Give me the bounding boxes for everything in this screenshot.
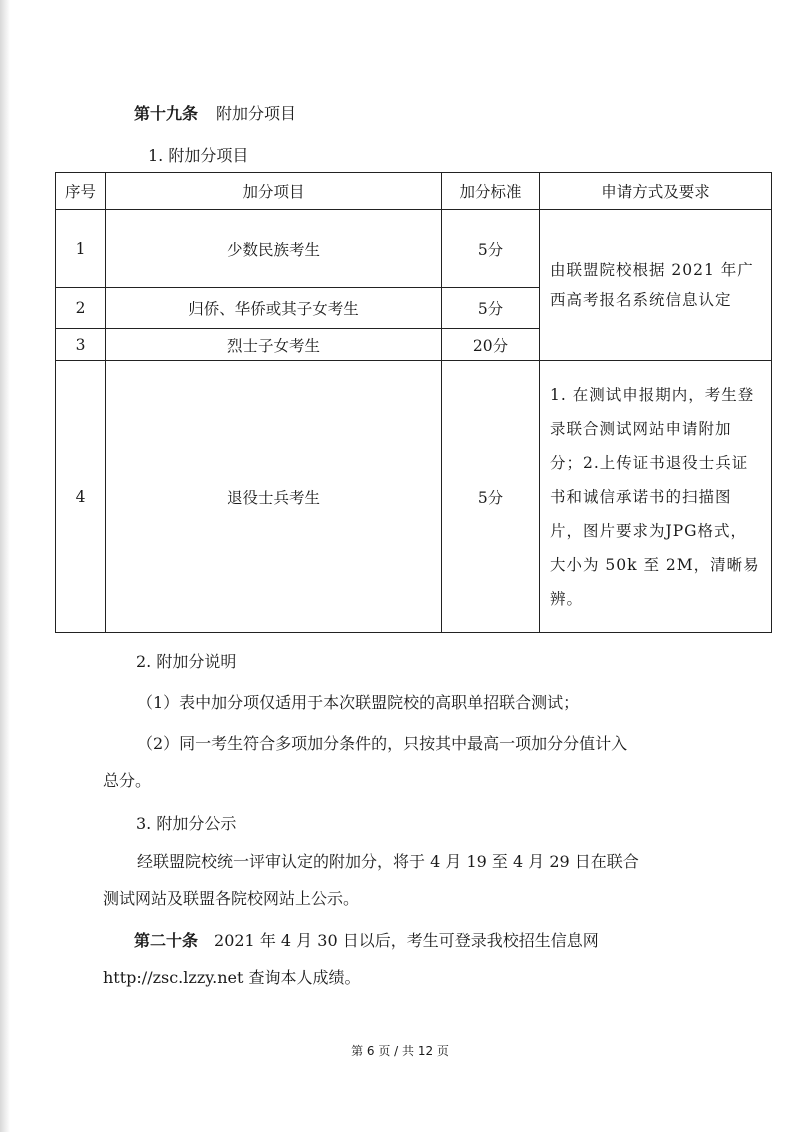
row-no: 3 xyxy=(56,329,106,361)
row-no: 4 xyxy=(56,361,106,633)
row-score: 5分 xyxy=(442,288,540,329)
table-row xyxy=(56,361,772,633)
row-score: 5分 xyxy=(442,210,540,288)
scan-edge xyxy=(0,0,10,1132)
article-20-paragraph xyxy=(134,931,599,951)
article-label: 第二十条 xyxy=(134,931,199,950)
bonus-points-table xyxy=(55,172,772,633)
header-requirement: 申请方式及要求 xyxy=(540,173,772,210)
row-score: 5分 xyxy=(442,361,540,633)
header-no: 序号 xyxy=(56,173,106,210)
note-1: （1）表中加分项仅适用于本次联盟院校的高职单招联合测试； xyxy=(137,693,580,712)
article-label: 第十九条 xyxy=(134,104,199,123)
row-no: 1 xyxy=(56,210,106,288)
row-item: 归侨、华侨或其子女考生 xyxy=(106,288,442,329)
article-20-text-continued: http://zsc.lzzy.net 查询本人成绩。 xyxy=(103,968,361,987)
section-2-heading: 2. 附加分说明 xyxy=(136,652,237,671)
header-score: 加分标准 xyxy=(442,173,540,210)
publicity-text: 经联盟院校统一评审认定的附加分，将于 4 月 19 至 4 月 29 日在联合 xyxy=(137,852,639,871)
table-header-row xyxy=(56,173,772,210)
note-2-continued: 总分。 xyxy=(103,771,152,790)
section-1-heading: 1. 附加分项目 xyxy=(148,146,249,165)
requirement-cell-bottom: 1. 在测试申报期内，考生登录联合测试网站申请附加分；2.上传证书退役士兵证书和诚信承诺书的扫描图片，图片要求为JPG格式，大小为 50k 至 2M，清晰易辨。 xyxy=(540,361,772,633)
article-title: 附加分项目 xyxy=(216,104,297,123)
row-item: 少数民族考生 xyxy=(106,210,442,288)
row-no: 2 xyxy=(56,288,106,329)
note-2: （2）同一考生符合多项加分条件的，只按其中最高一项加分分值计入 xyxy=(137,734,628,753)
article-20-text: 2021 年 4 月 30 日以后，考生可登录我校招生信息网 xyxy=(214,931,599,950)
publicity-text-continued: 测试网站及联盟各院校网站上公示。 xyxy=(103,889,360,908)
requirement-cell-top: 由联盟院校根据 2021 年广西高考报名系统信息认定 xyxy=(540,210,772,361)
section-3-heading: 3. 附加分公示 xyxy=(136,814,237,833)
row-score: 20分 xyxy=(442,329,540,361)
table-row xyxy=(56,210,772,288)
row-item: 烈士子女考生 xyxy=(106,329,442,361)
header-item: 加分项目 xyxy=(106,173,442,210)
page-footer: 第 6 页 / 共 12 页 xyxy=(351,1044,449,1058)
row-item: 退役士兵考生 xyxy=(106,361,442,633)
article-19-heading xyxy=(134,104,296,124)
